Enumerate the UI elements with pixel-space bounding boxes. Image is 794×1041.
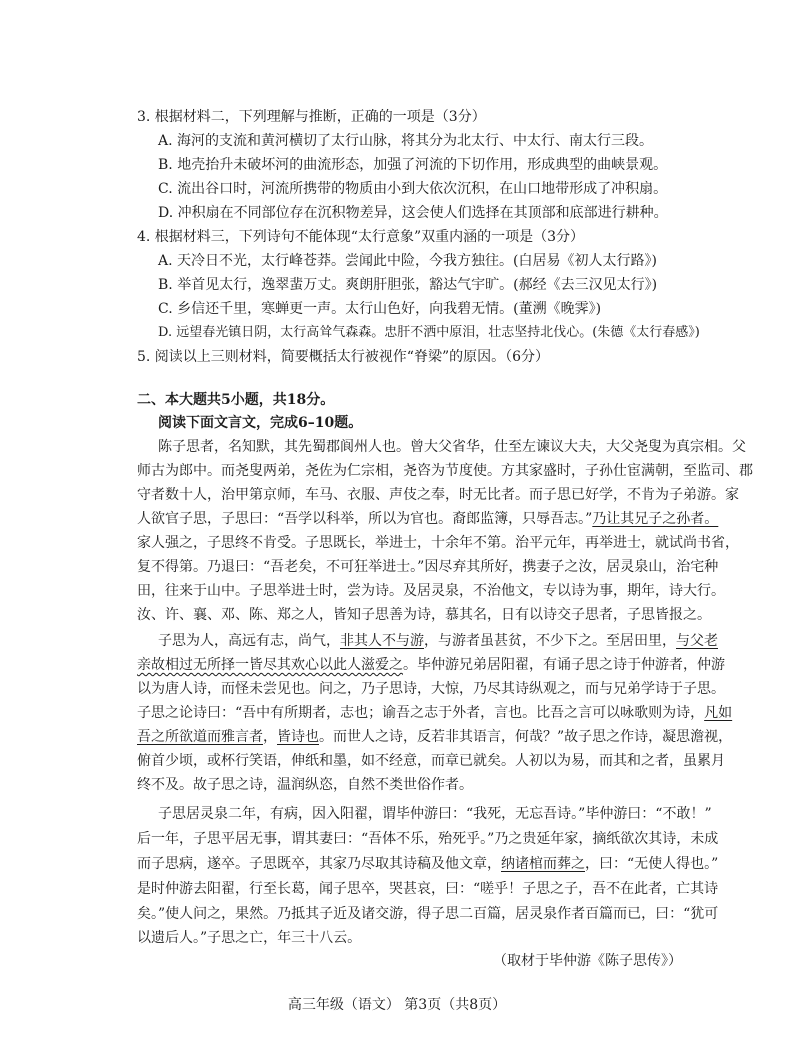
passage-line: 以为唐人诗，而怪未尝见也。问之，乃子思诗，大惊，乃尽其诗纵观之，而与兄弟学诗于子思。	[137, 681, 725, 697]
passage-line: 后一年，子思平居无事，谓其妻曰：“吾体不乐，殆死乎。”乃之贵延年家，摘纸欲次其诗，未成	[137, 831, 719, 847]
page-footer: 高三年级（语文） 第3页（共8页）	[287, 997, 507, 1013]
section2-instruction: 阅读下面文言文，完成6–10题。	[158, 415, 363, 431]
passage-text: ，	[263, 729, 277, 745]
passage-line: 陈子思者，名知默，其先蜀郡阆州人也。曾大父省华，仕至左谏议大夫，大父尧叟为真宗相。父	[158, 439, 746, 455]
passage-text: ，与游者虽甚贫，不少下之。至居田里，	[424, 633, 676, 649]
underlined-phrase: 与父老	[676, 633, 718, 649]
passage-line	[137, 704, 732, 722]
passage-text: 子思为人，高远有志，尚气，	[158, 633, 340, 649]
underlined-phrase: 非其人不与游	[340, 633, 424, 649]
q4-option-a: A. 天冷日不光，太行峰苍莽。尝闻此中险，今我方独往。(白居易《初人太行路》)	[158, 253, 657, 269]
passage-line: 矣。”使人问之，果然。乃抵其子近及诸交游，得子思二百篇，居灵泉作者百篇而已，曰：“犹可	[137, 906, 719, 922]
passage-text: 而子思病，遂卒。子思既卒，其家乃尽取其诗稿及他文章，	[137, 856, 501, 872]
passage-text: 。而世人之诗，反若非其语言，何哉？”故子思之作诗，凝思澹视，	[319, 729, 733, 745]
passage-line	[137, 656, 725, 674]
passage-line: 子思居灵泉二年，有病，因入阳翟，谓毕仲游曰：“我死，无忘吾诗。”毕仲游曰：“不敢！”	[158, 806, 712, 822]
q4-option-d: D. 远望春光镇日阴，太行高耸气森森。忠肝不洒中原泪，壮志坚持北伐心。(朱德《太行春感》)	[158, 325, 700, 340]
passage-line: 复不得第。乃退曰：“吾老矣，不可狂举进士。”因尽弃其所好，携妻子之汝，居灵泉山，治宅种	[137, 559, 719, 575]
q4-stem: 4. 根据材料三，下列诗句不能体现“太行意象”双重内涵的一项是（3分）	[137, 229, 585, 245]
passage-line: 汝、许、襄、邓、陈、郑之人，皆知子思善为诗，慕其名，日有以诗交子思者，子思皆报之。	[137, 607, 711, 623]
q3-option-b: B. 地壳抬升未破坏河的曲流形态，加强了河流的下切作用，形成典型的曲峡景观。	[158, 157, 668, 173]
q3-option-d: D. 冲积扇在不同部位存在沉积物差异，这会使人们选择在其顶部和底部进行耕种。	[158, 205, 668, 221]
passage-line: 终不及。故子思之诗，温润纵恣，自然不类世俗作者。	[137, 777, 473, 793]
passage-line: 俯首少顷，或杯行笑语，伸纸和墨，如不经意，而章已就矣。人初以为易，而其和之者，虽累月	[137, 753, 725, 769]
passage-text: 人欲官子思，子思曰：“吾学以科举，所以为官也。裔郎监簿，只辱吾志。”	[137, 511, 593, 527]
underlined-phrase: 凡如	[704, 705, 733, 721]
underlined-phrase: 皆诗也	[277, 729, 319, 745]
q4-option-c: C. 乡信还千里，寒蝉更一声。太行山色好，向我碧无情。(董溯《晚霁》)	[158, 301, 602, 317]
passage-line	[137, 728, 732, 746]
passage-line: 家人强之，子思终不肯受。子思既长，举进士，十余年不第。治平元年，再举进士，就试尚书省，	[137, 535, 739, 551]
passage-text: 。毕仲游兄弟居阳翟，有诵子思之诗于仲游者，仲游	[403, 657, 725, 673]
passage-line	[137, 510, 718, 528]
q4-option-b: B. 举首见太行，逸翠蜚万丈。爽朗肝胆张，豁达气宇旷。(郝经《去三汉见太行》)	[158, 277, 658, 293]
passage-line: 师古为郎中。而尧叟两弟，尧佐为仁宗相，尧咨为节度使。方其家盛时，子孙仕宦满朝，至监司、郡	[137, 463, 753, 479]
q5-stem: 5. 阅读以上三则材料，简要概括太行被视作“脊梁”的原因。（6分）	[137, 349, 550, 365]
passage-text: ，曰：“无使人得也。”	[585, 856, 719, 872]
section2-heading: 二、本大题共5小题，共18分。	[137, 392, 335, 408]
passage-line: 守者数十人，治甲第京师，车马、衣服、声伎之奉，时无比者。而子思已好学，不肯为子弟游。家	[137, 487, 739, 503]
passage-text: 子思之论诗曰：“吾中有所期者，志也；谕吾之志于外者，言也。比吾之言可以咏歌则为诗，	[137, 705, 705, 721]
q3-option-c: C. 流出谷口时，河流所携带的物质由小到大依次沉积，在山口地带形成了冲积扇。	[158, 181, 668, 197]
underlined-sentence: 乃让其兄子之孙者。	[592, 511, 719, 527]
underlined-phrase: 纳诸棺而葬之	[501, 856, 585, 872]
passage-line: 是时仲游去阳翟，行至长葛，闻子思卒，哭甚哀，曰：“嗟乎！子思之子，吾不在此者，亡其诗	[137, 881, 719, 897]
underlined-phrase: 吾之所欲道而雅言者	[137, 729, 263, 745]
passage-line	[158, 632, 718, 650]
q3-option-a: A. 海河的支流和黄河横切了太行山脉，将其分为北太行、中太行、南太行三段。	[158, 133, 654, 149]
passage-line: 田，往来于山中。子思举进士时，尝为诗。及居灵泉，不治他文，专以诗为事，期年，诗大行。	[137, 583, 725, 599]
q3-stem: 3. 根据材料二，下列理解与推断，正确的一项是（3分）	[137, 109, 486, 125]
passage-line	[137, 855, 718, 873]
wavy-underlined-sentence: 亲故相过无所择一皆尽其欢心以此人滋爱之	[137, 657, 403, 673]
passage-line: 以遗后人。”子思之亡，年三十八云。	[137, 930, 362, 946]
passage-source: （取材于毕仲游《陈子思传》）	[493, 953, 682, 969]
